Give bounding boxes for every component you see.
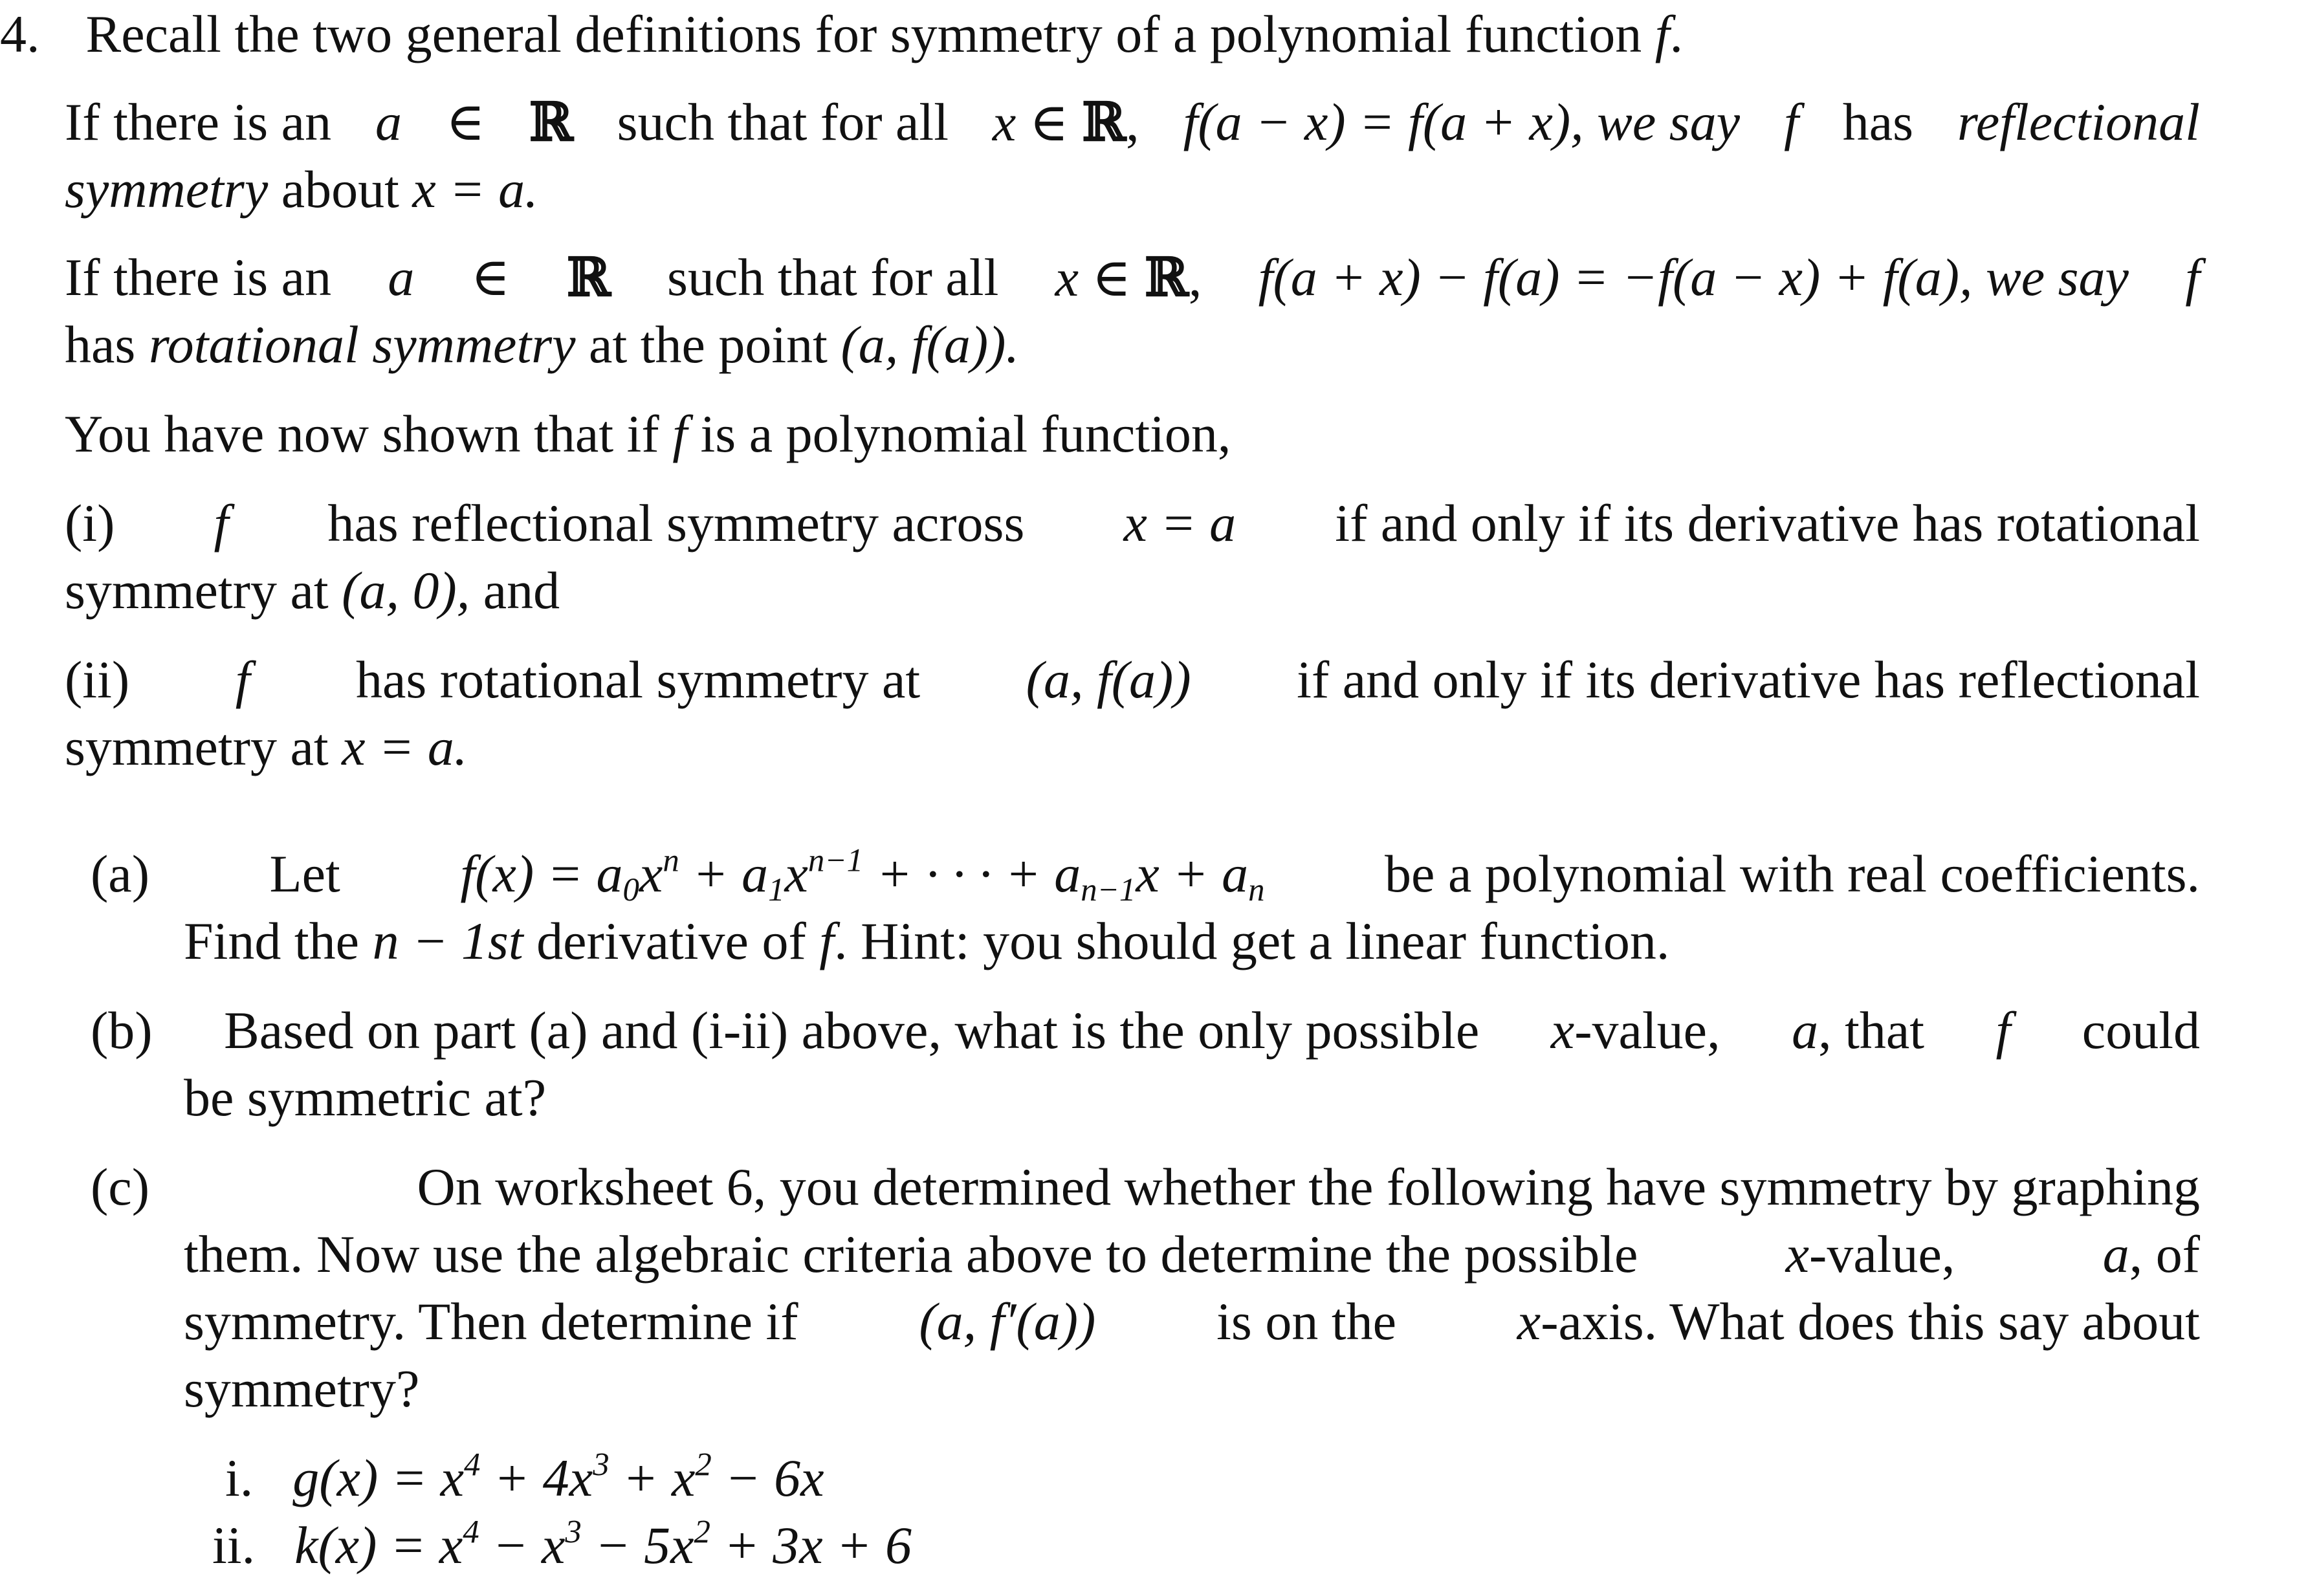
part-b-line2: be symmetric at?: [184, 1068, 547, 1127]
part-c-line4: symmetry?: [184, 1359, 420, 1418]
fact-i-line1: (i) f has reflectional symmetry across x = a if and only if its derivative has rotational: [65, 494, 2200, 552]
fact-ii-line2: symmetry at x = a.: [65, 717, 468, 776]
part-c-line3: symmetry. Then determine if (a, f′(a)) is on the x-axis. What does this say about: [184, 1292, 2200, 1351]
reflectional-def-line1: If there is an a ∈ ℝ such that for all x ∈ ℝ, f(a − x) = f(a + x), we say f has reflectional: [65, 91, 2200, 153]
item-i: i. $g(x) = x^4 + 4x^3 + x^2 - 6x$: [225, 1446, 824, 1507]
k-expression: = $x^4 - x^3 - 5x^2 + 3x + 6$: [390, 1513, 912, 1575]
part-b-line1: (b) Based on part (a) and (i-ii) above, what is the only possible x-value, a, that f could: [91, 1001, 2200, 1060]
rotational-def-line1: If there is an a ∈ ℝ such that for all x ∈ ℝ, f(a + x) − f(a) = −f(a − x) + f(a), we say f: [65, 246, 2200, 309]
intro-text: Recall the two general definitions for symmetry of a polynomial function: [85, 5, 1642, 63]
part-a-line1: (a) Let $f(x) = a_0x^n + a_1x^{n-1}$ + · · · + $a_{n-1}x + a_n$ be a polynomial with real coefficients.: [91, 842, 2200, 908]
part-c-line1: (c) On worksheet 6, you determined whether the following have symmetry by graphing: [91, 1157, 2200, 1216]
reflectional-def-line2: symmetry about x = a.: [65, 160, 538, 219]
rotational-def-line2: has rotational symmetry at the point (a, f(a)).: [65, 315, 1019, 374]
problem-number: 4.: [0, 5, 40, 63]
problem-intro: 4. Recall the two general definitions for symmetry of a polynomial function f.: [0, 5, 1684, 63]
fact-ii-line1: (ii) f has rotational symmetry at (a, f(a)) if and only if its derivative has reflectional: [65, 650, 2200, 709]
item-ii: ii. $k(x) = x^4 - x^3 - 5x^2 + 3x + 6$: [212, 1513, 912, 1575]
fact-i-line2: symmetry at (a, 0), and: [65, 561, 560, 620]
polynomial-expression: $f(x) = a_0x^n + a_1x^{n-1}$ + · · · + $a_{n-1}x + a_n$: [460, 842, 1265, 908]
g-expression: = $x^4 + 4x^3 + x^2 - 6x$: [391, 1446, 824, 1507]
part-c-line2: them. Now use the algebraic criteria above to determine the possible x-value, a, of: [184, 1225, 2200, 1284]
part-a-line2: Find the n − 1st derivative of f. Hint: you should get a linear function.: [184, 912, 1670, 970]
shown-statement: You have now shown that if f is a polynomial function,: [65, 404, 1231, 463]
